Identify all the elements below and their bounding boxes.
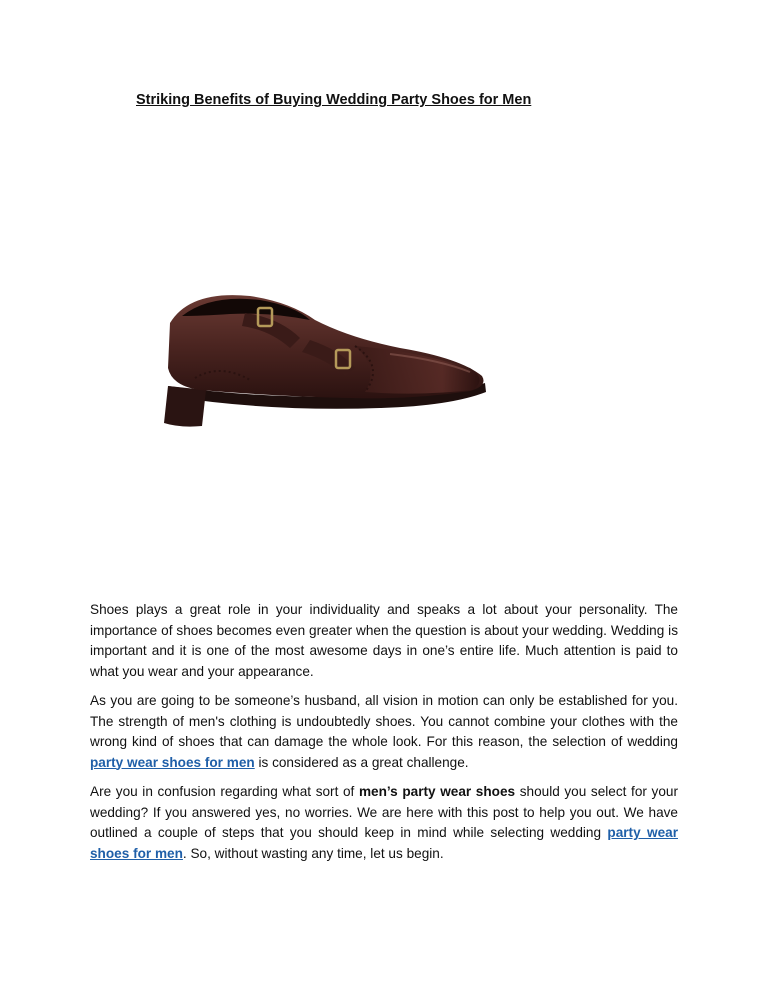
paragraph-2-text: As you are going to be someone’s husband, all vision in motion can only be established for you. The strength of men's clothing is undoubtedly shoes. You cannot combine your clothes with the wrong kind of shoes that can damage the whole look. For this reason, the selection of wedding xyxy=(90,693,678,749)
document-title: Striking Benefits of Buying Wedding Party Shoes for Men xyxy=(136,92,532,108)
shoe-image xyxy=(150,268,500,448)
paragraph-2-text-end: is considered as a great challenge. xyxy=(254,754,469,770)
monk-strap-shoe-illustration xyxy=(150,268,500,448)
paragraph-3 xyxy=(90,782,678,864)
party-wear-shoes-link-2[interactable]: party wear shoes for men xyxy=(90,825,678,861)
paragraph-3-text: Are you in confusion regarding what sort of xyxy=(90,784,359,799)
article-body xyxy=(90,600,678,873)
party-wear-shoes-link-1[interactable]: party wear shoes for men xyxy=(90,754,255,770)
paragraph-3-text-end: . So, without wasting any time, let us begin. xyxy=(182,845,444,861)
paragraph-3-text-middle: should you select for your wedding? If you answered yes, no worries. We are here with this post to help you out. We have outlined a couple of steps that you should keep in mind while selecting wedding xyxy=(90,784,678,840)
paragraph-1: Shoes plays a great role in your individuality and speaks a lot about your personality. The importance of shoes becomes even greater when the question is about your wedding. Wedding is important and it is one of the most awesome days in one’s entire life. Much attention is paid to what you wear and your appearance. xyxy=(90,602,678,679)
paragraph-2 xyxy=(90,691,678,773)
paragraph-3-bold-phrase: men’s party wear shoes xyxy=(358,784,516,799)
